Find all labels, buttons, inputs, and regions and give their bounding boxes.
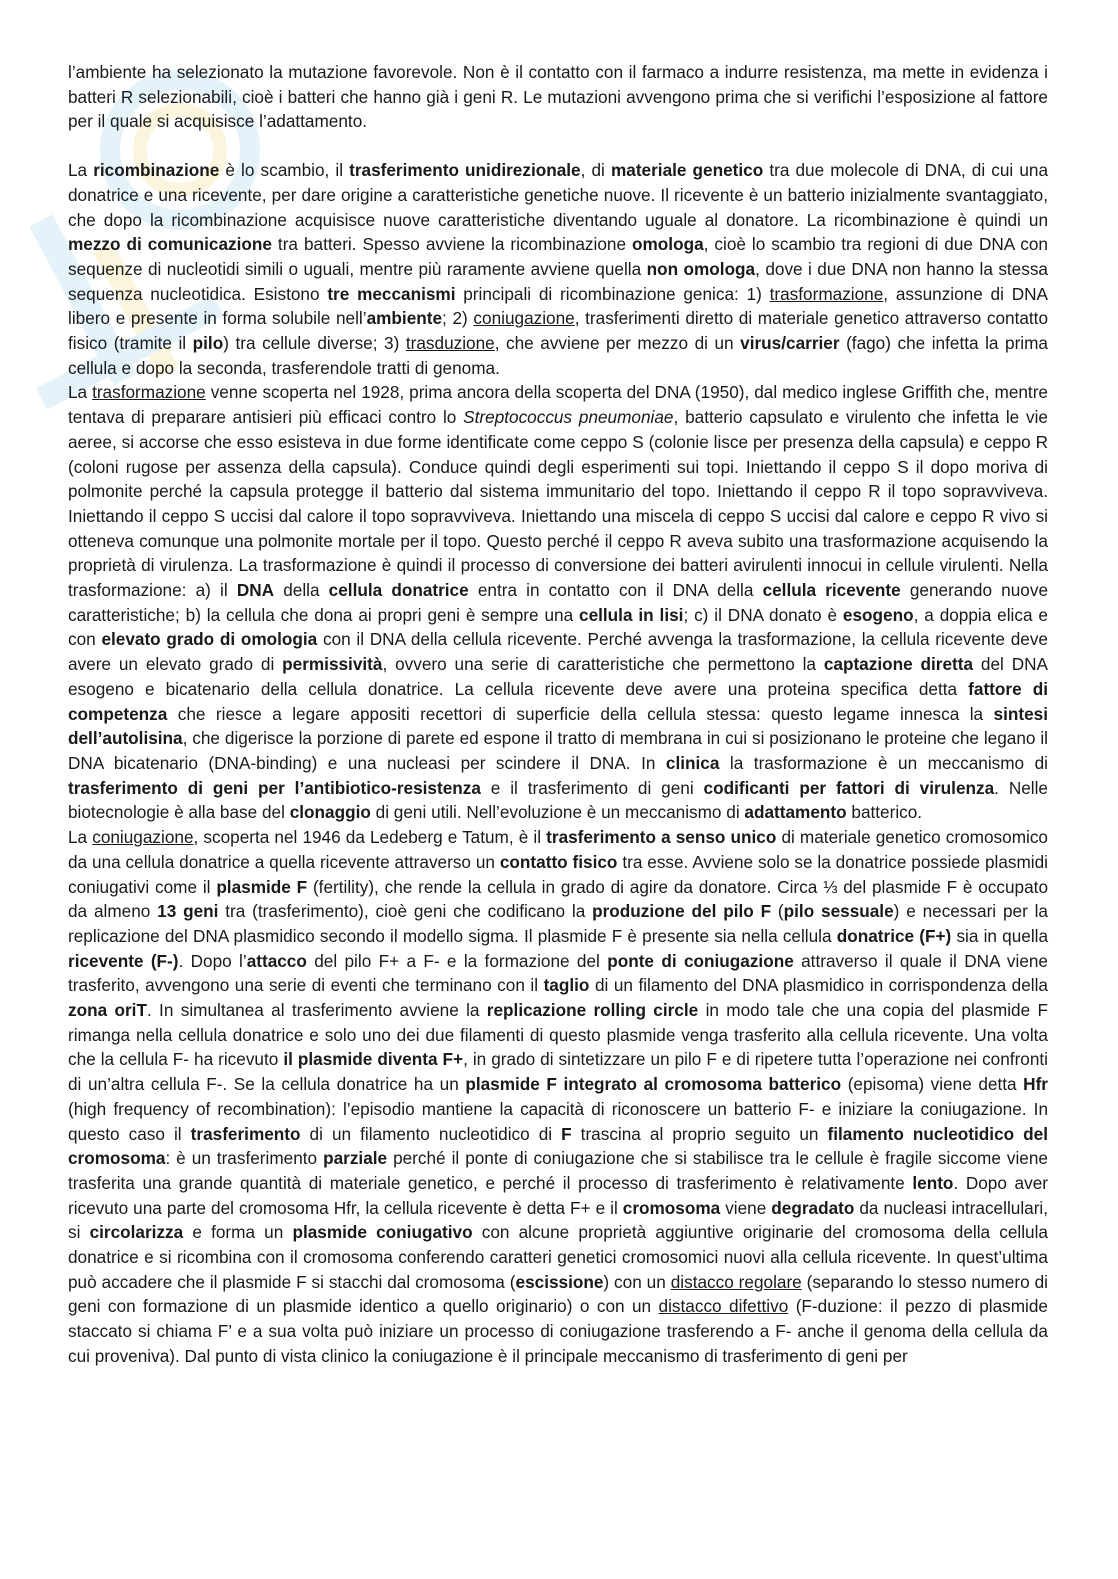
bold-term: sintesi dell’autolisina	[68, 703, 1048, 749]
bold-term: codificanti per fattori di virulenza	[703, 777, 995, 798]
bold-term: donatrice	[836, 925, 915, 946]
bold-term: esogeno	[842, 604, 914, 625]
bold-term: 13 geni	[157, 901, 219, 922]
bold-term: adattamento	[744, 802, 847, 823]
bold-term: contatto fisico	[499, 851, 618, 872]
underlined-term: trasduzione	[405, 333, 495, 354]
bold-term: plasmide F	[216, 876, 308, 897]
paragraph-coniugazione: La coniugazione, scoperta nel 1946 da Ledeberg e Tatum, è il trasferimento a senso unico di materiale genetico cromosomico da una cellula donatrice a quella ricevente attraverso un contatto fisico tra esse. Avviene solo se la donatrice possiede plasmidi coniugativi come il plasmide F (fertility), che rende la cellula in grado di agire da donatore. Circa ⅓ del plasmide F è occupato da almeno 13 geni tra (trasferimento), cioè geni che codificano la produzione del pilo F (pilo sessuale) e necessari per la replicazione del DNA plasmidico secondo il modello sigma. Il plasmide F è presente sia nella cellula donatrice (F+) sia in quella ricevente (F-). Dopo l’attacco del pilo F+ a F- e la formazione del ponte di coniugazione attraverso il quale il DNA viene trasferito, avvengono una serie di eventi che terminano con il taglio di un filamento del DNA plasmidico in corrispondenza della zona oriT. In simultanea al trasferimento avviene la replicazione rolling circle in modo tale che una copia del plasmide F rimanga nella cellula donatrice e solo uno dei due filamenti di questo plasmide venga trasferito alla cellula ricevente. Una volta che la cellula F- ha ricevuto il plasmide diventa F+, in grado di sintetizzare un pilo F e di ripetere tutta l’operazione nei confronti di un’altra cellula F-. Se la cellula donatrice ha un plasmide F integrato al cromosoma batterico (episoma) viene detta Hfr (high frequency of recombination): l’episodio mantiene la capacità di riconoscere un batterio F- e iniziare la coniugazione. In questo caso il trasferimento di un filamento nucleotidico di F trascina al proprio seguito un filamento nucleotidico del cromosoma: è un trasferimento parziale perché il ponte di coniugazione che si stabilisce tra le cellule è fragile siccome viene trasferita una grande quantità di materiale genetico, e perché il processo di trasferimento è relativamente lento. Dopo aver ricevuto una parte del cromosoma Hfr, la cellula ricevente è detta F+ e il cromosoma viene degradato da nucleasi intracellulari, si circolarizza e forma un plasmide coniugativo con alcune proprietà aggiuntive originarie del cromosoma della cellula donatrice e si ricombina con il cromosoma conferendo caratteri genetici cromosomici nuovi alla cellula ricevente. In quest’ultima può accadere che il plasmide F si stacchi dal cromosoma (escissione) con un distacco regolare (separando lo stesso numero di geni con formazione di un plasmide identico a quello originario) o con un distacco difettivo (F-duzione: il pezzo di plasmide staccato si chiama F’ e a sua volta può iniziare un processo di coniugazione trasferendo a F- anche il genoma della cellula da cui proveniva). Dal punto di vista clinico la coniugazione è il principale meccanismo di trasferimento di geni per	[68, 827, 1049, 1366]
paragraph-trasformazione: La trasformazione venne scoperta nel 1928, prima ancora della scoperta del DNA (1950), dal medico inglese Griffith che, mentre tentava di preparare antisieri più efficaci contro lo Streptococcus pneumoniae, batterio capsulato e virulento che infetta le vie aeree, si accorse che esso esisteva in due forme identificate come ceppo S (colonie lisce per presenza della capsula) e ceppo R (coloni rugose per assenza della capsula). Conduce quindi degli esperimenti sui topi. Iniettando il ceppo S il dopo moriva di polmonite perché la capsula protegge il batterio dal sistema immunitario del topo. Iniettando il ceppo R il topo sopravviveva. Iniettando il ceppo S uccisi dal calore il topo sopravviveva. Iniettando una miscela di ceppo S uccisi dal calore e ceppo R vivo si otteneva comunque una polmonite mortale per il topo. Questo perché il ceppo R aveva subito una trasformazione acquisendo la proprietà di virulenza. La trasformazione è quindi il processo di conversione dei batteri avirulenti innocui in cellule virulenti. Nella trasformazione: a) il DNA della cellula donatrice entra in contatto con il DNA della cellula ricevente generando nuove caratteristiche; b) la cellula che dona ai propri geni è sempre una cellula in lisi; c) il DNA donato è esogeno, a doppia elica e con elevato grado di omologia con il DNA della cellula ricevente. Perché avvenga la trasformazione, la cellula ricevente deve avere un elevato grado di permissività, ovvero una serie di caratteristiche che permettono la captazione diretta del DNA esogeno e bicatenario della cellula donatrice. La cellula ricevente deve avere una proteina specifica detta fattore di competenza che riesce a legare appositi recettori di superficie della cellula stessa: questo legame innesca la sintesi dell’autolisina, che digerisce la porzione di parete ed espone il tratto di membrana in cui si posizionano le proteine che legano il DNA bicatenario (DNA-binding) e una nucleasi per scindere il DNA. In clinica la trasformazione è un meccanismo di trasferimento di geni per l’antibiotico-resistenza e il trasferimento di geni codificanti per fattori di virulenza. Nelle biotecnologie è alla base del clonaggio di geni utili. Nell’evoluzione è un meccanismo di adattamento batterico.	[68, 382, 1049, 823]
underlined-term: distacco difettivo	[658, 1296, 789, 1317]
bold-term: fattore di competenza	[68, 678, 1048, 724]
bold-term: cellula ricevente	[762, 580, 901, 601]
bold-term: trasferimento a senso unico	[546, 827, 777, 848]
bold-term: DNA	[236, 580, 275, 601]
paragraph-ricombinazione: La ricombinazione è lo scambio, il trasferimento unidirezionale, di materiale genetico tra due molecole di DNA, di cui una donatrice e una ricevente, per dare origine a caratteristiche genetiche nuove. Il ricevente è un batterio inizialmente svantaggiato, che dopo la ricombinazione acquisisce nuove caratteristiche diventando uguale al donatore. La ricombinazione è quindi un mezzo di comunicazione tra batteri. Spesso avviene la ricombinazione omologa, cioè lo scambio tra regioni di due DNA con sequenze di nucleotidi simili o uguali, mentre più raramente avviene quella non omologa, dove i due DNA non hanno la stessa sequenza nucleotidica. Esistono tre meccanismi principali di ricombinazione genica: 1) trasformazione, assunzione di DNA libero e presente in forma solubile nell’ambiente; 2) coniugazione, trasferimenti diretto di materiale genetico attraverso contatto fisico (tramite il pilo) tra cellule diverse; 3) trasduzione, che avviene per mezzo di un virus/carrier (fago) che infetta la prima cellula e dopo la seconda, trasferendole tratti di genoma.	[68, 160, 1049, 378]
bold-term: (F-)	[150, 950, 179, 971]
bold-term: pilo sessuale	[783, 901, 894, 922]
underlined-term: coniugazione	[92, 827, 194, 848]
bold-term: filamento nucleotidico del cromosoma	[68, 1123, 1049, 1169]
bold-term: attacco	[246, 950, 307, 971]
bold-term: il plasmide diventa F+	[283, 1049, 464, 1070]
bold-term: zona oriT	[68, 1000, 147, 1021]
bold-term: trasferimento unidirezionale	[349, 160, 581, 181]
bold-term: escissione	[515, 1271, 604, 1292]
bold-term: (F+)	[919, 925, 952, 946]
bold-term: parziale	[323, 1148, 388, 1169]
bold-term: ambiente	[366, 308, 443, 329]
bold-term: F	[561, 1123, 572, 1144]
bold-term: replicazione rolling circle	[486, 1000, 699, 1021]
bold-term: circolarizza	[89, 1222, 184, 1243]
bold-term: ponte di coniugazione	[607, 950, 794, 971]
paragraph-selection-intro: l’ambiente ha selezionato la mutazione favorevole. Non è il contatto con il farmaco a indurre resistenza, ma mette in evidenza i batteri R selezionabili, cioè i batteri che hanno già i geni R. Le mutazioni avvengono prima che si verifichi l’esposizione al fattore per il quale si acquisisce l’adattamento.	[68, 62, 1048, 132]
bold-term: elevato grado di omologia	[101, 629, 318, 650]
underlined-term: distacco regolare	[670, 1271, 802, 1292]
bold-term: pilo	[192, 333, 224, 354]
italic-term: Streptococcus pneumoniae	[463, 407, 674, 428]
bold-term: non omologa	[646, 258, 756, 279]
bold-term: trasferimento di geni per l’antibiotico-resistenza	[68, 777, 481, 798]
bold-term: clinica	[665, 752, 720, 773]
bold-term: plasmide F integrato al cromosoma batterico	[465, 1074, 842, 1095]
bold-term: tre meccanismi	[327, 283, 456, 304]
underlined-term: trasformazione	[92, 382, 206, 403]
bold-term: permissività	[282, 654, 383, 675]
bold-term: taglio	[543, 975, 590, 996]
bold-term: mezzo di comunicazione	[68, 234, 272, 255]
bold-term: plasmide coniugativo	[292, 1222, 473, 1243]
bold-term: cellula donatrice	[328, 580, 469, 601]
bold-term: ricombinazione	[93, 160, 220, 181]
bold-term: ricevente	[68, 950, 144, 971]
bold-term: clonaggio	[289, 802, 371, 823]
underlined-term: coniugazione	[473, 308, 575, 329]
bold-term: captazione diretta	[823, 654, 974, 675]
document-page	[68, 60, 1048, 1369]
underlined-term: trasformazione	[769, 283, 884, 304]
bold-term: cromosoma	[622, 1197, 721, 1218]
bold-term: produzione del pilo F	[592, 901, 772, 922]
bold-term: trasferimento	[190, 1123, 301, 1144]
bold-term: Hfr	[1023, 1074, 1048, 1095]
bold-term: cellula in lisi	[579, 604, 684, 625]
bold-term: virus/carrier	[740, 333, 840, 354]
bold-term: lento	[912, 1172, 954, 1193]
bold-term: degradato	[771, 1197, 855, 1218]
bold-term: omologa	[632, 234, 704, 255]
bold-term: materiale genetico	[610, 160, 764, 181]
